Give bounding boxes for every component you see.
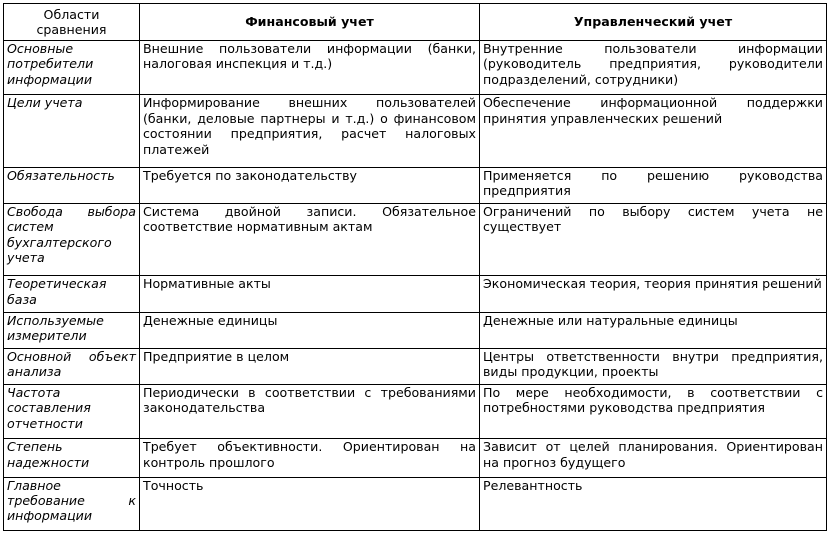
row-financial: Точность	[140, 477, 480, 530]
row-area: Главное требование к информации	[4, 477, 140, 530]
row-area: Обязательность	[4, 167, 140, 203]
row-financial: Нормативные акты	[140, 276, 480, 312]
table-row	[4, 95, 827, 167]
row-managerial: Внутренние пользователи информации (руководитель предприятия, руководители подразделений, сотрудники)	[480, 41, 827, 95]
table-row	[4, 348, 827, 384]
comparison-table	[3, 3, 827, 531]
row-managerial: Денежные или натуральные единицы	[480, 312, 827, 348]
row-area: Основной объект анализа	[4, 348, 140, 384]
row-area: Теоретическая база	[4, 276, 140, 312]
row-managerial: Экономическая теория, теория принятия решений	[480, 276, 827, 312]
row-financial: Требуется по законодательству	[140, 167, 480, 203]
row-financial: Предприятие в целом	[140, 348, 480, 384]
table-row	[4, 477, 827, 530]
row-financial: Денежные единицы	[140, 312, 480, 348]
row-area: Используемые измерители	[4, 312, 140, 348]
header-areas: Области сравнения	[4, 4, 140, 41]
row-financial: Информирование внешних пользователей (банки, деловые партнеры и т.д.) о финансовом состоянии предприятия, расчет налоговых платежей	[140, 95, 480, 167]
header-row	[4, 4, 827, 41]
table-row	[4, 167, 827, 203]
row-managerial: Зависит от целей планирования. Ориентирован на прогноз будущего	[480, 439, 827, 477]
row-managerial: По мере необходимости, в соответствии с потребностями руководства предприятия	[480, 385, 827, 439]
header-financial: Финансовый учет	[140, 4, 480, 41]
row-managerial: Центры ответственности внутри предприятия, виды продукции, проекты	[480, 348, 827, 384]
table-row	[4, 203, 827, 275]
row-area: Цели учета	[4, 95, 140, 167]
row-managerial: Ограничений по выбору систем учета не существует	[480, 203, 827, 275]
table-row	[4, 41, 827, 95]
row-financial: Внешние пользователи информации (банки, налоговая инспекция и т.д.)	[140, 41, 480, 95]
header-managerial: Управленческий учет	[480, 4, 827, 41]
row-financial: Требует объективности. Ориентирован на контроль прошлого	[140, 439, 480, 477]
row-area: Частота составления отчетности	[4, 385, 140, 439]
table-row	[4, 439, 827, 477]
row-area: Степень надежности	[4, 439, 140, 477]
table-row	[4, 385, 827, 439]
row-area: Свобода выбора систем бухгалтерского учета	[4, 203, 140, 275]
table-row	[4, 312, 827, 348]
row-financial: Периодически в соответствии с требованиями законодательства	[140, 385, 480, 439]
row-managerial: Применяется по решению руководства предприятия	[480, 167, 827, 203]
row-managerial: Релевантность	[480, 477, 827, 530]
row-managerial: Обеспечение информационной поддержки принятия управленческих решений	[480, 95, 827, 167]
table-row	[4, 276, 827, 312]
row-area: Основные потребители информации	[4, 41, 140, 95]
row-financial: Система двойной записи. Обязательное соответствие нормативным актам	[140, 203, 480, 275]
